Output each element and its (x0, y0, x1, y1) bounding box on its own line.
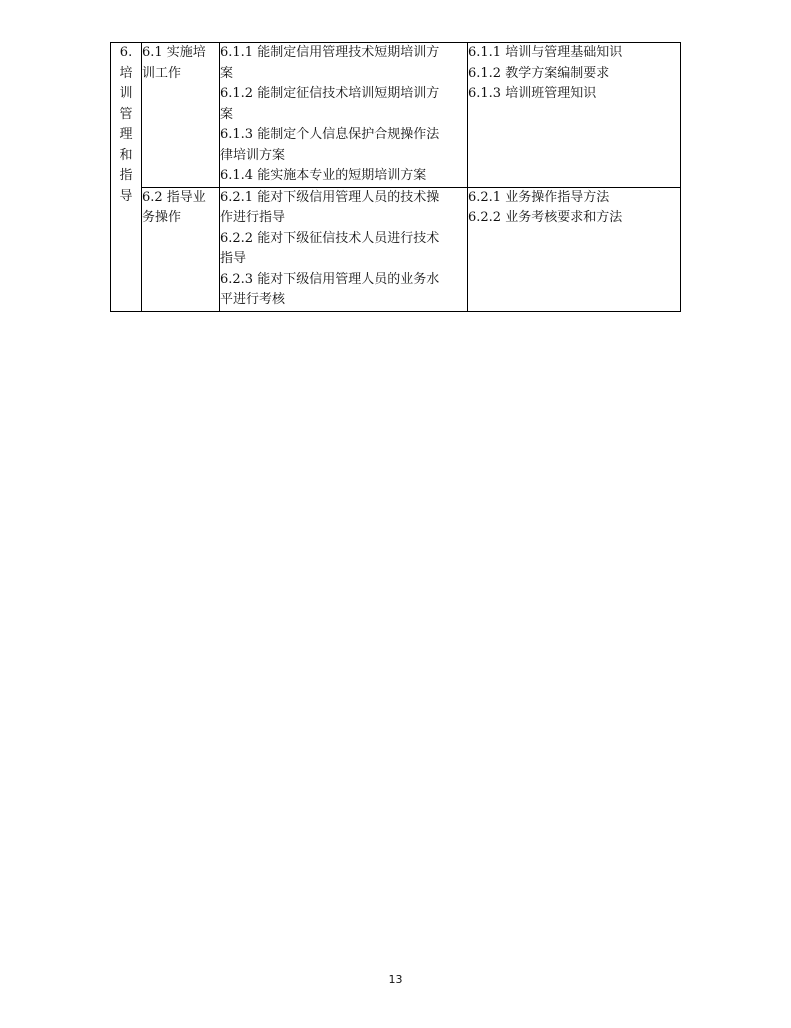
skill-line: 6.2.3 能对下级信用管理人员的业务水 (220, 271, 440, 287)
skill-line: 平进行考核 (220, 292, 286, 307)
function-line: 和 (119, 147, 133, 163)
skill-line: 律培训方案 (220, 147, 286, 163)
knowledge-line: 6.1.3 培训班管理知识 (468, 86, 597, 101)
skill-line: 作进行指导 (220, 210, 286, 225)
knowledge-line: 6.2.2 业务考核要求和方法 (468, 210, 623, 225)
function-cell (111, 43, 142, 312)
table-row (111, 187, 681, 311)
function-line: 培 (119, 65, 133, 81)
function-line: 指 (119, 168, 133, 183)
function-line: 管 (119, 106, 133, 122)
work-content-line: 6.1 实施培 (142, 45, 206, 60)
function-line: 理 (119, 127, 133, 142)
knowledge-line: 6.1.1 培训与管理基础知识 (468, 45, 623, 60)
skill-line: 6.1.4 能实施本专业的短期培训方案 (220, 168, 427, 183)
function-line: 导 (119, 188, 133, 204)
skill-line: 6.2.2 能对下级征信技术人员进行技术 (220, 230, 440, 246)
standards-table (110, 42, 681, 312)
knowledge-line: 6.2.1 业务操作指导方法 (468, 189, 610, 205)
function-line: 训 (119, 86, 133, 101)
work-content-line: 务操作 (142, 210, 182, 225)
table-row (111, 43, 681, 188)
skill-line: 6.1.3 能制定个人信息保护合规操作法 (220, 127, 440, 142)
page-number: 13 (388, 973, 403, 986)
work-content-cell (142, 43, 220, 188)
work-content-line: 6.2 指导业 (142, 189, 206, 205)
skills-cell (220, 187, 468, 311)
knowledge-cell (468, 43, 681, 188)
work-content-line: 训工作 (142, 65, 182, 81)
skill-line: 案 (220, 106, 234, 122)
skill-line: 案 (220, 65, 234, 81)
skill-line: 指导 (220, 251, 247, 266)
work-content-cell (142, 187, 220, 311)
knowledge-line: 6.1.2 教学方案编制要求 (468, 65, 610, 81)
skill-line: 6.2.1 能对下级信用管理人员的技术操 (220, 189, 440, 205)
function-line: 6. (119, 45, 133, 60)
knowledge-cell (468, 187, 681, 311)
skill-line: 6.1.2 能制定征信技术培训短期培训方 (220, 86, 440, 101)
skills-cell (220, 43, 468, 188)
skill-line: 6.1.1 能制定信用管理技术短期培训方 (220, 45, 440, 60)
